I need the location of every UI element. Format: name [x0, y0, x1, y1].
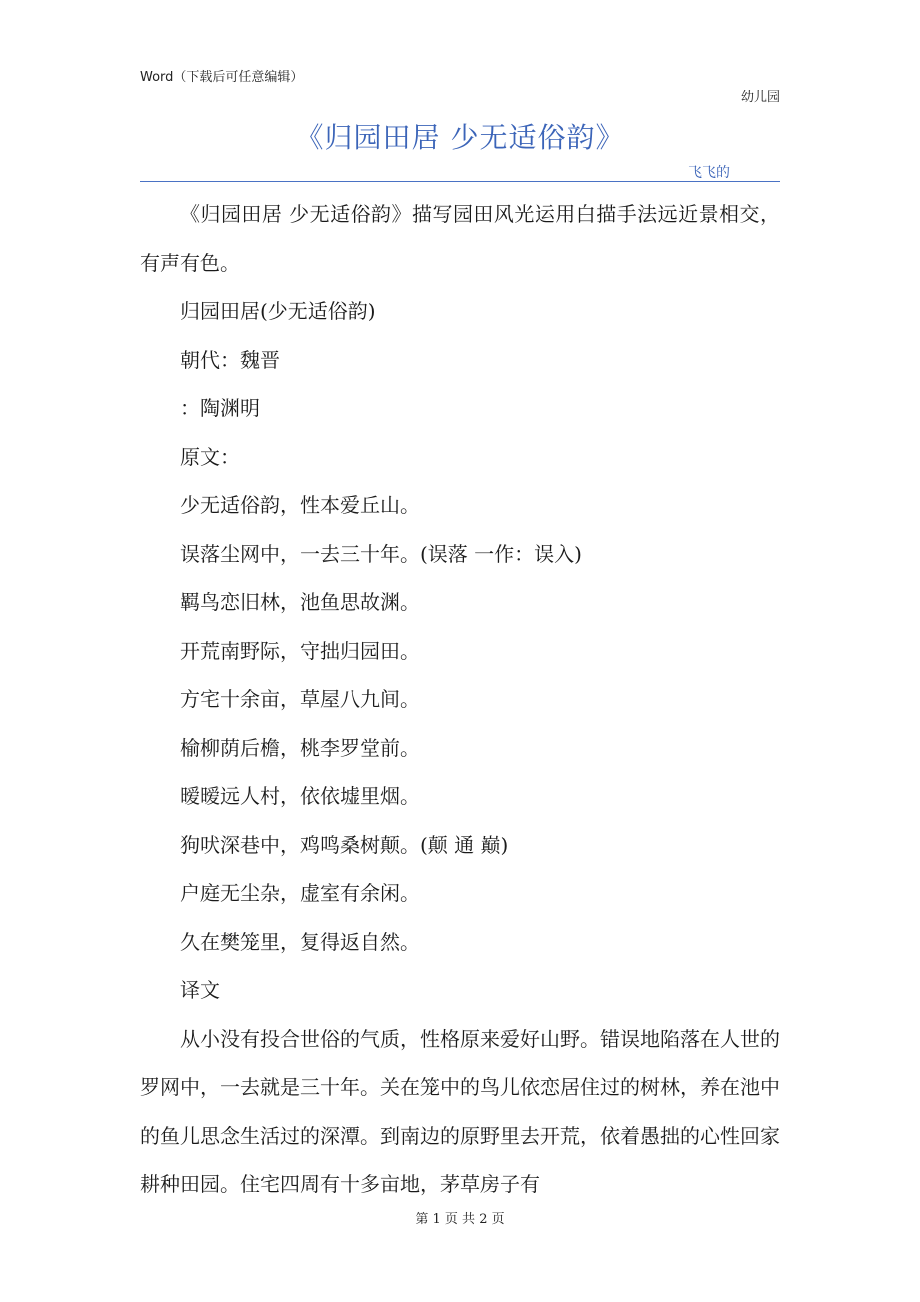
- paragraph-translation: 从小没有投合世俗的气质，性格原来爱好山野。错误地陷落在人世的罗网中，一去就是三十年。关在笼中的鸟儿依恋居住过的树林，养在池中的鱼儿思念生活过的深潭。到南边的原野里去开荒，依着愚拙的心性回家耕种田园。住宅四周有十多亩地，茅草房子有: [140, 1026, 780, 1196]
- paragraph-original-heading: 原文：: [180, 444, 240, 469]
- paragraph-translation-heading: 译文: [180, 978, 220, 1002]
- header-right-text: 幼儿园: [740, 90, 780, 105]
- poem-line: 误落尘网中，一去三十年。(误落 一作：误入): [180, 541, 582, 566]
- document-title: 《归园田居 少无适俗韵》: [295, 121, 625, 154]
- page-number-footer: 第 1 页 共 2 页: [415, 1212, 505, 1227]
- paragraph-intro: 《归园田居 少无适俗韵》描写园田风光运用白描手法远近景相交，有声有色。: [140, 202, 780, 275]
- poem-line: 开荒南野际，守拙归园田。: [180, 638, 420, 663]
- poem-line: 暧暧远人村，依依墟里烟。: [180, 784, 420, 808]
- document-body: [140, 190, 780, 1209]
- poem-line: 久在樊笼里，复得返自然。: [180, 929, 420, 954]
- author-name: 飞飞的: [688, 165, 730, 181]
- header-left-text: Word（下载后可任意编辑）: [140, 70, 304, 85]
- poem-line: 榆柳荫后檐，桃李罗堂前。: [180, 735, 420, 760]
- poem-line: 狗吠深巷中，鸡鸣桑树颠。(颠 通 巅): [180, 832, 509, 857]
- paragraph-poet: ：陶渊明: [180, 396, 260, 420]
- paragraph-dynasty: 朝代：魏晋: [180, 347, 280, 372]
- poem-line: 羁鸟恋旧林，池鱼思故渊。: [180, 590, 420, 614]
- poem-line: 户庭无尘杂，虚室有余闲。: [180, 881, 420, 905]
- title-divider: [140, 181, 780, 182]
- poem-line: 少无适俗韵，性本爱丘山。: [180, 493, 420, 517]
- paragraph-poem-title: 归园田居(少无适俗韵): [180, 299, 376, 323]
- poem-line: 方宅十余亩，草屋八九间。: [180, 687, 420, 711]
